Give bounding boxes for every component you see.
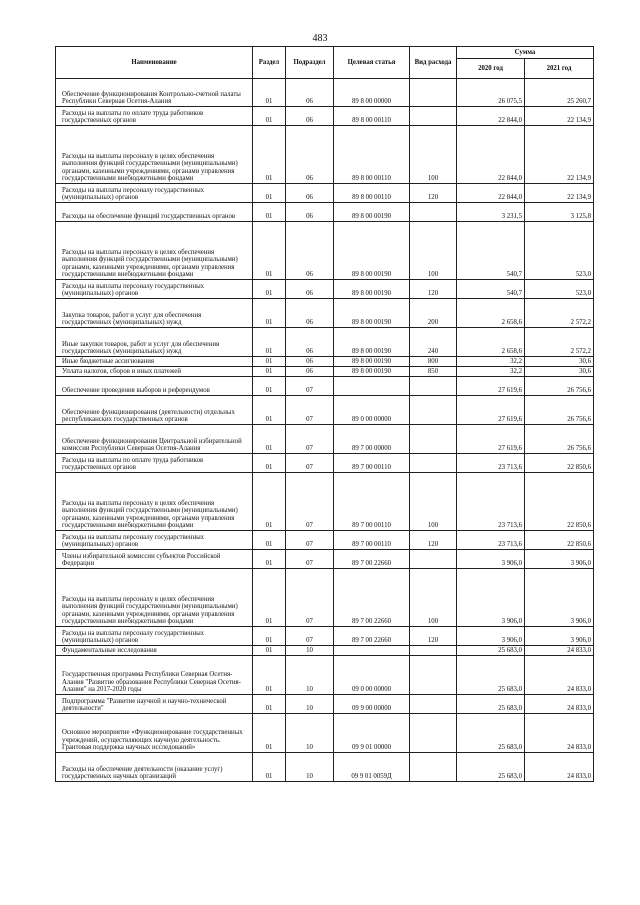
row-razdel: 01 (253, 79, 286, 107)
row-vid (410, 714, 457, 753)
row-vid (410, 377, 457, 396)
row-sum-2020: 25 683,0 (457, 646, 525, 656)
row-razdel: 01 (253, 107, 286, 126)
row-vid (410, 656, 457, 695)
row-podrazdel: 06 (286, 203, 334, 222)
table-row (56, 107, 594, 126)
table-row (56, 126, 594, 184)
row-name: Обеспечение функционирования (деятельности) отдельных республиканских государственных органов (56, 396, 253, 425)
row-podrazdel: 06 (286, 357, 334, 367)
header-2021: 2021 год (525, 59, 594, 79)
row-sum-2021: 22 850,6 (525, 531, 594, 550)
row-razdel: 01 (253, 299, 286, 328)
row-razdel: 01 (253, 328, 286, 357)
row-vid (410, 107, 457, 126)
table-row (56, 656, 594, 695)
table-row (56, 357, 594, 367)
row-sum-2020: 3 906,0 (457, 627, 525, 646)
row-razdel: 01 (253, 126, 286, 184)
row-razdel: 01 (253, 550, 286, 569)
row-target: 89 8 00 00190 (334, 357, 410, 367)
row-vid: 200 (410, 299, 457, 328)
row-target: 89 7 00 00110 (334, 473, 410, 531)
header-name: Наименование (56, 47, 253, 79)
row-sum-2020: 25 683,0 (457, 656, 525, 695)
row-name: Расходы на выплаты по оплате труда работников государственных органов (56, 107, 253, 126)
row-podrazdel: 06 (286, 107, 334, 126)
row-name: Расходы на выплаты персоналу в целях обеспечения выполнения функций государственными (муниципальными) органами, казенными учреждениями, органами управления государственными внебюджетными фондами (56, 222, 253, 280)
row-razdel: 01 (253, 569, 286, 627)
page-number: 483 (312, 33, 328, 44)
row-sum-2021: 3 906,0 (525, 569, 594, 627)
header-podrazdel: Подраздел (286, 47, 334, 79)
row-podrazdel: 07 (286, 396, 334, 425)
row-vid (410, 79, 457, 107)
header-target: Целевая статья (334, 47, 410, 79)
row-target: 89 7 00 22660 (334, 569, 410, 627)
row-razdel: 01 (253, 753, 286, 782)
row-podrazdel: 10 (286, 695, 334, 714)
row-name: Государственная программа Республики Северная Осетия-Алания "Развитие образования Республики Северная Осетия-Алания" на 2017-2020 годы (56, 656, 253, 695)
table-row (56, 377, 594, 396)
row-sum-2020: 27 619,6 (457, 425, 525, 454)
row-vid: 800 (410, 357, 457, 367)
row-target: 89 8 00 00110 (334, 184, 410, 203)
row-sum-2021: 2 572,2 (525, 299, 594, 328)
row-name: Расходы на выплаты персоналу государственных (муниципальных) органов (56, 184, 253, 203)
row-target (334, 377, 410, 396)
row-razdel: 01 (253, 473, 286, 531)
header-sum: Сумма (457, 47, 594, 59)
row-podrazdel: 06 (286, 280, 334, 299)
row-podrazdel: 10 (286, 646, 334, 656)
row-sum-2020: 25 683,0 (457, 695, 525, 714)
row-podrazdel: 06 (286, 222, 334, 280)
row-name: Обеспечение функционирования Контрольно-счетной палаты Республики Северная Осетия-Алания (56, 79, 253, 107)
row-sum-2021: 24 833,0 (525, 656, 594, 695)
row-podrazdel: 06 (286, 79, 334, 107)
row-target: 89 8 00 00190 (334, 328, 410, 357)
row-name: Расходы на выплаты персоналу в целях обеспечения выполнения функций государственными (муниципальными) органами, казенными учреждениями, органами управления государственными внебюджетными фондами (56, 473, 253, 531)
row-podrazdel: 07 (286, 531, 334, 550)
row-vid: 100 (410, 473, 457, 531)
row-podrazdel: 07 (286, 569, 334, 627)
row-podrazdel: 07 (286, 550, 334, 569)
header-razdel: Раздел (253, 47, 286, 79)
row-podrazdel: 10 (286, 656, 334, 695)
row-sum-2020: 23 713,6 (457, 531, 525, 550)
row-vid (410, 425, 457, 454)
row-podrazdel: 10 (286, 714, 334, 753)
row-target: 89 8 00 00190 (334, 299, 410, 328)
row-sum-2021: 24 833,0 (525, 714, 594, 753)
row-razdel: 01 (253, 425, 286, 454)
row-sum-2020: 25 683,0 (457, 714, 525, 753)
row-vid: 120 (410, 531, 457, 550)
row-name: Иные закупки товаров, работ и услуг для обеспечения государственных (муниципальных) нужд (56, 328, 253, 357)
row-target: 89 8 00 00110 (334, 107, 410, 126)
table-row (56, 550, 594, 569)
row-vid: 100 (410, 126, 457, 184)
row-sum-2021: 3 906,0 (525, 627, 594, 646)
row-sum-2020: 27 619,6 (457, 396, 525, 425)
row-target: 89 8 00 00190 (334, 222, 410, 280)
row-razdel: 01 (253, 454, 286, 473)
row-sum-2021: 22 850,6 (525, 473, 594, 531)
row-name: Члены избирательной комиссии субъектов Российской Федерации (56, 550, 253, 569)
row-vid (410, 454, 457, 473)
row-name: Уплата налогов, сборов и иных платежей (56, 367, 253, 377)
row-sum-2021: 24 833,0 (525, 695, 594, 714)
row-podrazdel: 06 (286, 328, 334, 357)
row-sum-2021: 523,0 (525, 280, 594, 299)
row-razdel: 01 (253, 646, 286, 656)
row-name: Расходы на выплаты персоналу в целях обеспечения выполнения функций государственными (муниципальными) органами, казенными учреждениями, органами управления государственными внебюджетными фондами (56, 569, 253, 627)
row-name: Основное мероприятие «Функционирование государственных учреждений, осуществляющих научную деятельность. Грантовая поддержка научных исследований» (56, 714, 253, 753)
row-podrazdel: 06 (286, 184, 334, 203)
row-name: Подпрограмма "Развитие научной и научно-технической деятельности" (56, 695, 253, 714)
row-sum-2020: 3 906,0 (457, 569, 525, 627)
row-sum-2021: 30,6 (525, 367, 594, 377)
table-row (56, 203, 594, 222)
row-target: 89 7 00 22660 (334, 550, 410, 569)
table-row (56, 753, 594, 782)
table-row (56, 280, 594, 299)
row-sum-2020: 23 713,6 (457, 473, 525, 531)
row-podrazdel: 10 (286, 753, 334, 782)
table-row (56, 299, 594, 328)
row-target: 89 8 00 00190 (334, 280, 410, 299)
row-name: Фундаментальные исследования (56, 646, 253, 656)
row-name: Расходы на выплаты персоналу государственных (муниципальных) органов (56, 531, 253, 550)
row-target: 89 8 00 00190 (334, 203, 410, 222)
row-podrazdel: 06 (286, 299, 334, 328)
row-sum-2020: 22 844,0 (457, 184, 525, 203)
table-row (56, 367, 594, 377)
table-row (56, 396, 594, 425)
row-razdel: 01 (253, 656, 286, 695)
row-sum-2021: 25 260,7 (525, 79, 594, 107)
row-razdel: 01 (253, 280, 286, 299)
row-razdel: 01 (253, 627, 286, 646)
row-sum-2020: 22 844,0 (457, 107, 525, 126)
row-vid: 100 (410, 222, 457, 280)
table-row (56, 328, 594, 357)
row-razdel: 01 (253, 357, 286, 367)
table-row (56, 222, 594, 280)
table-row (56, 695, 594, 714)
row-vid (410, 550, 457, 569)
row-sum-2021: 3 125,8 (525, 203, 594, 222)
row-target: 09 9 01 00000 (334, 714, 410, 753)
row-razdel: 01 (253, 377, 286, 396)
table-row (56, 454, 594, 473)
row-target (334, 646, 410, 656)
row-name: Иные бюджетные ассигнования (56, 357, 253, 367)
row-target: 89 7 00 00000 (334, 425, 410, 454)
row-name: Расходы на обеспечение деятельности (оказание услуг) государственных научных организаций (56, 753, 253, 782)
row-name: Обеспечение проведения выборов и референдумов (56, 377, 253, 396)
row-name: Расходы на выплаты по оплате труда работников государственных органов (56, 454, 253, 473)
table-row (56, 79, 594, 107)
row-name: Закупка товаров, работ и услуг для обеспечения государственных (муниципальных) нужд (56, 299, 253, 328)
row-target: 09 0 00 00000 (334, 656, 410, 695)
row-vid: 850 (410, 367, 457, 377)
row-podrazdel: 07 (286, 454, 334, 473)
row-podrazdel: 07 (286, 425, 334, 454)
row-sum-2021: 26 756,6 (525, 377, 594, 396)
row-razdel: 01 (253, 203, 286, 222)
row-sum-2021: 2 572,2 (525, 328, 594, 357)
row-podrazdel: 06 (286, 367, 334, 377)
row-sum-2021: 26 756,6 (525, 425, 594, 454)
row-sum-2020: 32,2 (457, 367, 525, 377)
row-sum-2020: 27 619,6 (457, 377, 525, 396)
row-sum-2020: 2 658,6 (457, 328, 525, 357)
row-sum-2020: 23 713,6 (457, 454, 525, 473)
row-podrazdel: 06 (286, 126, 334, 184)
table-row (56, 184, 594, 203)
row-podrazdel: 07 (286, 473, 334, 531)
row-sum-2020: 25 683,0 (457, 753, 525, 782)
table-row (56, 425, 594, 454)
row-vid (410, 396, 457, 425)
row-razdel: 01 (253, 222, 286, 280)
row-vid: 120 (410, 280, 457, 299)
row-podrazdel: 07 (286, 627, 334, 646)
header-2020: 2020 год (457, 59, 525, 79)
row-sum-2021: 26 756,6 (525, 396, 594, 425)
row-sum-2020: 3 906,0 (457, 550, 525, 569)
row-razdel: 01 (253, 695, 286, 714)
row-razdel: 01 (253, 714, 286, 753)
row-target: 89 0 00 00000 (334, 396, 410, 425)
budget-table (55, 46, 594, 782)
table-row (56, 627, 594, 646)
row-target: 09 9 01 0059Д (334, 753, 410, 782)
row-sum-2021: 30,6 (525, 357, 594, 367)
row-razdel: 01 (253, 367, 286, 377)
row-vid (410, 753, 457, 782)
row-sum-2021: 22 134,9 (525, 184, 594, 203)
row-sum-2021: 24 833,0 (525, 646, 594, 656)
row-vid: 120 (410, 184, 457, 203)
row-vid (410, 203, 457, 222)
row-sum-2020: 3 231,5 (457, 203, 525, 222)
row-sum-2021: 22 134,9 (525, 107, 594, 126)
row-razdel: 01 (253, 396, 286, 425)
row-sum-2021: 22 134,9 (525, 126, 594, 184)
row-podrazdel: 07 (286, 377, 334, 396)
header-vid: Вид расхода (410, 47, 457, 79)
row-razdel: 01 (253, 531, 286, 550)
table-row (56, 646, 594, 656)
row-name: Расходы на выплаты персоналу в целях обеспечения выполнения функций государственными (муниципальными) органами, казенными учреждениями, органами управления государственными внебюджетными фондами (56, 126, 253, 184)
row-vid: 120 (410, 627, 457, 646)
row-sum-2020: 540,7 (457, 222, 525, 280)
row-sum-2020: 22 844,0 (457, 126, 525, 184)
row-sum-2020: 32,2 (457, 357, 525, 367)
table-row (56, 473, 594, 531)
table-row (56, 714, 594, 753)
row-target: 89 8 00 00110 (334, 126, 410, 184)
row-target: 89 8 00 00190 (334, 367, 410, 377)
row-name: Расходы на выплаты персоналу государственных (муниципальных) органов (56, 627, 253, 646)
row-target: 89 7 00 00110 (334, 531, 410, 550)
row-target: 89 8 00 00000 (334, 79, 410, 107)
row-target: 09 9 00 00000 (334, 695, 410, 714)
table-row (56, 569, 594, 627)
row-sum-2021: 3 906,0 (525, 550, 594, 569)
row-vid (410, 695, 457, 714)
row-name: Расходы на обеспечение функций государственных органов (56, 203, 253, 222)
row-sum-2021: 24 833,0 (525, 753, 594, 782)
row-sum-2020: 2 658,6 (457, 299, 525, 328)
table-row (56, 531, 594, 550)
row-razdel: 01 (253, 184, 286, 203)
row-vid: 240 (410, 328, 457, 357)
row-name: Обеспечение функционирования Центральной избирательной комиссии Республики Северная Осетия-Алания (56, 425, 253, 454)
row-sum-2021: 523,0 (525, 222, 594, 280)
row-sum-2020: 540,7 (457, 280, 525, 299)
row-sum-2021: 22 850,6 (525, 454, 594, 473)
row-name: Расходы на выплаты персоналу государственных (муниципальных) органов (56, 280, 253, 299)
row-target: 89 7 00 00110 (334, 454, 410, 473)
row-vid (410, 646, 457, 656)
row-target: 89 7 00 22660 (334, 627, 410, 646)
row-sum-2020: 26 075,5 (457, 79, 525, 107)
row-vid: 100 (410, 569, 457, 627)
